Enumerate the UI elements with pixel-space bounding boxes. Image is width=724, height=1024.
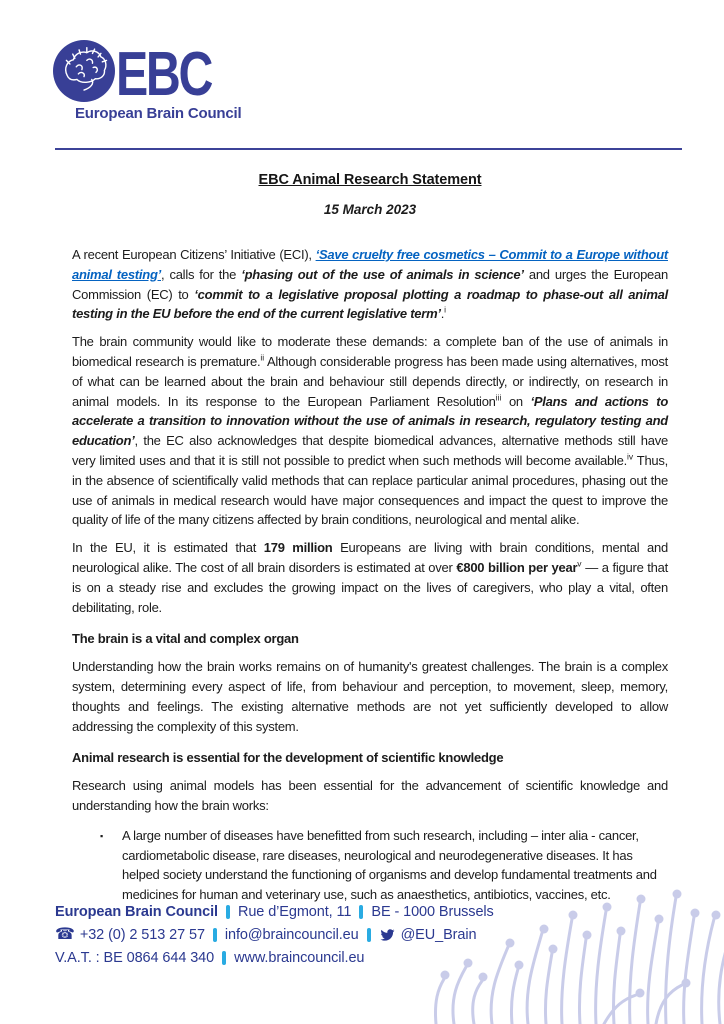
section-heading: The brain is a vital and complex organ bbox=[72, 631, 299, 647]
text-run: . bbox=[440, 306, 445, 322]
footer-twitter-link[interactable]: @EU_Brain bbox=[400, 926, 477, 943]
page-footer bbox=[55, 900, 494, 969]
footnote-marker: iv bbox=[626, 451, 634, 462]
text-run: — a figure that is on a steady rise and excludes the growing impact on the lives of caregivers, who play a vital, often debilitating, role. bbox=[72, 559, 668, 615]
footer-line-address bbox=[55, 900, 494, 923]
separator-bar-icon bbox=[367, 928, 371, 942]
text-run: , the EC also acknowledges that despite biomedical advances, alternative methods still have very limited uses and that it is still not possible to predict when such methods will become available. bbox=[72, 433, 668, 468]
text-run: Europeans are living with brain conditions, mental and neurological alike. The cost of all brain disorders is estimated at over bbox=[72, 540, 668, 575]
footer-city: BE - 1000 Brussels bbox=[371, 903, 494, 920]
text-run: ‘phasing out of the use of animals in science’ bbox=[241, 266, 524, 282]
twitter-icon bbox=[379, 928, 396, 942]
footnote-marker: v bbox=[577, 558, 582, 569]
document-content bbox=[72, 172, 668, 905]
footer-line-vat bbox=[55, 946, 494, 969]
footnote-marker: iii bbox=[495, 392, 502, 403]
text-run: Research using animal models has been essential for the advancement of scientific knowledge and understanding how the brain works: bbox=[72, 778, 668, 813]
text-run: ‘commit to a legislative proposal plotting a roadmap to phase-out all animal testing in the EU before the end of the current legislative term’ bbox=[72, 286, 668, 322]
paragraph bbox=[72, 245, 668, 324]
paragraph bbox=[72, 657, 668, 736]
text-run: Thus, in the absence of scientifically valid methods that can replace particular animal procedures, phasing out the use of animals in medical research would have major consequences and impact the quest to improve the quality of life of the many citizens affected by brain conditions, neurological and mental alike. bbox=[72, 452, 669, 528]
paragraph bbox=[72, 332, 668, 530]
letterhead bbox=[0, 0, 724, 160]
footer-line-contact bbox=[55, 923, 494, 946]
text-run: Although considerable progress has been made using alternatives, most of what can be learned about the brain and behaviour still depends directly, or indirectly, on research in animal models. In its response to the European Parliament Resolution bbox=[72, 353, 668, 409]
text-run: on bbox=[501, 393, 531, 409]
section-heading: Animal research is essential for the development of scientific knowledge bbox=[72, 750, 504, 766]
text-run: Understanding how the brain works remains on of humanity's greatest challenges. The brain is a complex system, determining every aspect of life, from behaviour and perception, to movement, sleep, memory, thoughts and feelings. The existing alternative methods are not yet sufficiently developed to allow addressing the complexity of this system. bbox=[72, 659, 668, 734]
footer-street: Rue d’Egmont, 11 bbox=[237, 903, 352, 920]
logo-subtitle: European Brain Council bbox=[75, 105, 242, 122]
footer-email-link[interactable]: info@braincouncil.eu bbox=[224, 926, 359, 943]
document-title: EBC Animal Research Statement bbox=[258, 172, 482, 188]
footer-vat: V.A.T. : BE 0864 644 340 bbox=[55, 949, 215, 966]
text-run: ‘Plans and actions to accelerate a transition to innovation without the use of animals in research, regulatory testing and education’ bbox=[72, 393, 669, 449]
text-run: A large number of diseases have benefitted from such research, including – inter alia - cancer, cardiometabolic disease, rare diseases, neurological and neurodegenerative diseases. It has helped society understand the functioning of organisms and develop fundamental treatments and medicines for human and veterinary use, such as anaesthetics, antibiotics, vaccines, etc. bbox=[122, 827, 657, 903]
text-run: A recent European Citizens’ Initiative (ECI), bbox=[72, 247, 316, 262]
eci-petition-link[interactable]: ‘Save cruelty free cosmetics – Commit to a Europe without animal testing’ bbox=[72, 247, 668, 282]
header-divider bbox=[55, 148, 682, 150]
footer-org-name: European Brain Council bbox=[55, 903, 218, 920]
phone-icon: ☎ bbox=[55, 925, 75, 943]
footer-phone: +32 (0) 2 513 27 57 bbox=[79, 926, 205, 943]
paragraph bbox=[72, 538, 668, 617]
separator-bar-icon bbox=[226, 905, 230, 919]
footer-website-link[interactable]: www.braincouncil.eu bbox=[234, 949, 365, 966]
paragraph bbox=[72, 776, 668, 816]
logo-ebc-text: EBC bbox=[116, 40, 212, 109]
text-run: and urges the European Commission (EC) to bbox=[72, 266, 668, 302]
text-run: €800 billion per year bbox=[456, 559, 578, 575]
separator-bar-icon bbox=[222, 951, 226, 965]
footnote-marker: i bbox=[444, 305, 447, 316]
document-date: 15 March 2023 bbox=[323, 202, 417, 217]
bullet-square-icon: ▪ bbox=[100, 830, 103, 841]
ebc-brain-logo-icon bbox=[53, 40, 115, 102]
text-run: , calls for the bbox=[161, 266, 242, 282]
document-blocks bbox=[72, 245, 668, 905]
footnote-marker: ii bbox=[260, 352, 265, 363]
separator-bar-icon bbox=[359, 905, 363, 919]
text-run: The brain community would like to moderate these demands: a complete ban of the use of animals in biomedical research is premature. bbox=[72, 334, 668, 369]
separator-bar-icon bbox=[213, 928, 217, 942]
text-run: In the EU, it is estimated that bbox=[72, 540, 264, 556]
text-run: 179 million bbox=[263, 540, 333, 556]
